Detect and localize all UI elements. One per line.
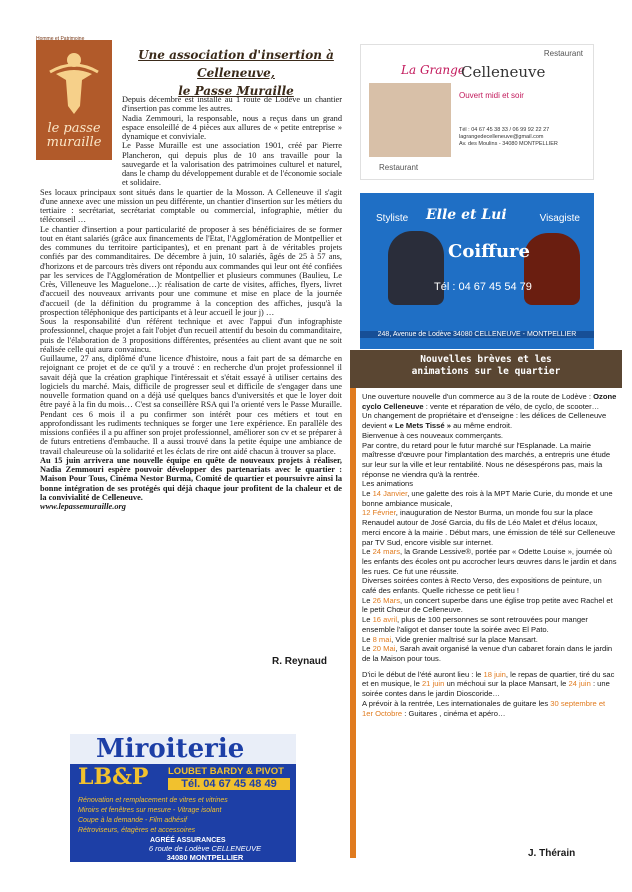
text-segment: Le — [362, 644, 373, 654]
paragraph: Guillaume, 27 ans, diplômé d'une licence d'histoire, nous a fait part de sa démarche en rejoignant ce projet et de ce qu'il y a trouvé : en recherche d'un projet professionnel il savait déjà que la création graphique l'intéressait et s'était essayé à utiliser certains des logiciels du marché. Mais, difficile de progresser seul et difficile de s'engager dans une nouvelle formation quand on a déjà usé quelques bancs d'universités et que le loyer doit être payé à la fin du mois… C'est sa conseillère RSA qui l'a orienté vers le Passe Muraille. Pendant ces 6 mois il a pu confirmer son intérêt pour ces métiers et tout en approfondissant les rudiments techniques se forger une 1ere expérience. En parallèle des missions confiées il a pu affiner son projet professionnel, améliorer son cv et se préparer à de futurs entretiens d'embauche. Il a aussi trouvé dans la petite équipe une ambiance de travail chaleureuse où la solidarité et les éclats de rire ont aidé chacun à trouver sa place. — [40, 354, 342, 456]
highlighted-date: 16 avril — [372, 615, 398, 625]
text-segment: Bienvenue à ces nouveaux commerçants. — [362, 430, 503, 440]
bold-text: « Le Mets Tissé » — [388, 421, 451, 431]
news-body — [362, 392, 618, 718]
grange-contact: Tél : 04 67 45 38 33 / 06 99 92 22 27 lagrangedecelleneuve@gmail.com Av. des Moulins - 34080 MONTPELLIER — [459, 127, 558, 147]
highlighted-date: 21 juin — [421, 679, 445, 689]
elle-left-label: Styliste — [376, 213, 409, 224]
news-item — [362, 670, 618, 699]
website-link[interactable]: www.lepassemuraille.org — [40, 502, 126, 511]
text-segment: , inauguration de Nestor Burma, un monde fou sur la place Renaudel autour de José Garcia, du fils de Léo Malet et d'élus locaux, merci encore à la mairie . Début mars, une émission de télé sur Celleneuve par TV Sud, encore visible sur internet. — [362, 508, 616, 547]
grange-photo — [369, 83, 451, 157]
miro-brand: LB&P — [78, 764, 149, 790]
paragraph: Le Passe Muraille est une association 1901, créé par Pierre Plancheron, qui depuis plus de 10 ans travaille pour la sauvegarde et la valorisation des patrimoines culturel et naturel, dans le champ du développement durable et de l'économie sociale et solidaire. — [122, 141, 342, 188]
news-item — [362, 576, 618, 595]
author-signature-right: J. Thérain — [528, 848, 576, 859]
grange-restaurant-ad — [360, 44, 594, 180]
text-segment: , Vide grenier maîtrisé sur la place Mansart. — [391, 634, 538, 644]
paragraph: Nadia Zemmouri, la responsable, nous a reçus dans un grand espace ensoleillé de 4 pièces aux allures de « petite entreprise » dynamique et conviviale. — [122, 113, 342, 141]
text-segment: au même endroit. — [450, 421, 513, 431]
news-item — [362, 644, 618, 663]
news-item — [362, 392, 618, 411]
news-item — [362, 547, 618, 576]
grange-brand-script: La Grange — [401, 63, 465, 77]
highlighted-date: 14 Janvier — [372, 489, 408, 499]
grange-restaurant-label: Restaurant — [543, 49, 583, 58]
elle-photo-right — [524, 233, 580, 305]
text-segment: A prévoir à la rentrée, Les internationales de guitare les — [362, 698, 551, 708]
text-segment: Le — [362, 595, 373, 605]
miro-services: Rénovation et remplacement de vitres et vitrines Miroirs et fenêtres sur mesure - Vitrage isolant Coupe à la demande - Film adhésif Rétroviseurs, étagères et accessoires — [78, 797, 228, 834]
logo-name: le passe muraille — [46, 121, 102, 150]
text-segment: Le — [362, 615, 373, 625]
news-item — [362, 411, 618, 430]
miro-title: Miroiterie — [96, 734, 245, 764]
text-segment: Par contre, du retard pour le futur marché sur l'Esplanade. La mairie maîtresse d'œuvre pour l'implantation des marchés, a entrepris une étude sur leur sur la ville et leur rentabilité. Nous ne désespérons pas, mais la réponse ne viendra qu'à la rentrée. — [362, 440, 611, 479]
text-segment: un méchoui sur la place Mansart, le — [444, 679, 569, 689]
text-segment: , Sarah avait organisé la venue d'un cabaret forain dans le jardin de la Maison pour tous. — [362, 644, 613, 663]
paragraph: Au 15 juin arrivera une nouvelle équipe en quête de nouveaux projets à réaliser, Nadia Zemmouri espère pouvoir développer des partenariats avec le quartier : Maison Pour Tous, Cinéma Nestor Burma, Comité de quartier et poursuivre ainsi la bonne intégration de ses protégés qui déjà chaque jour profitent de la chaleur et de la convivialité de Celleneuve. — [40, 455, 342, 502]
news-item — [362, 441, 618, 480]
news-item — [362, 489, 618, 508]
elle-title: Elle et Lui — [426, 207, 507, 223]
text-segment: Le — [362, 547, 373, 557]
article-body — [40, 95, 342, 511]
elle-photo-left — [388, 231, 444, 305]
grange-bottom-label: Restaurant — [379, 163, 419, 172]
paragraph: Sous la responsabilité d'un référent technique et avec l'appui d'un infographiste professionnel, chaque projet a fait l'objet d'un recueil attentif du besoin du commanditaire, puis de l'élaboration de 3 propositions différentes, présentées au client avant que ne soit réalisée celle qui aura convaincu. — [40, 317, 342, 354]
highlighted-date: 24 mars — [372, 547, 400, 557]
highlighted-date: 26 Mars — [372, 595, 400, 605]
text-segment: : vente et réparation de vélo, de cyclo, de scooter… — [423, 401, 600, 411]
news-item — [362, 635, 618, 645]
miro-owners: LOUBET BARDY & PIVOT — [168, 766, 284, 777]
grange-hours: Ouvert midi et soir — [459, 91, 524, 100]
highlighted-date: 20 Mai — [372, 644, 396, 654]
text-segment: : Guitares , cinéma et apéro… — [402, 708, 506, 718]
miro-address: 6 route de Lodève CELLENEUVE 34080 MONTPELLIER — [148, 844, 262, 862]
text-segment: , un concert superbe dans une église trop petite avec Rachel et le petit Chœur de Celleneuve. — [362, 595, 613, 615]
miro-agree: AGRÉÉ ASSURANCES — [150, 837, 226, 844]
news-item — [362, 615, 618, 634]
text-segment: Diverses soirées contes à Recto Verso, des expositions de peinture, un café des enfants. Quelle richesse ce petit lieu ! — [362, 576, 602, 596]
grange-brand: Celleneuve — [461, 63, 546, 81]
text-segment: D'ici le début de l'été auront lieu : le — [362, 669, 484, 679]
text-segment: , la Grande Lessive®, portée par « Odette Louise », journée où les enfants des écoles ont pu accrocher leurs œuvres dans le jardin et dans les rues. Ce fut une réussite. — [362, 547, 617, 576]
news-item — [362, 431, 618, 441]
text-segment: , le repas de quartier, tiré du sac et en musique, le — [362, 669, 615, 689]
highlighted-date: 30 septembre et 1er Octobre — [362, 698, 606, 718]
text-segment: Les animations — [362, 479, 414, 489]
elle-coiffure: Coiffure — [448, 241, 530, 262]
text-segment: : une soirée contes dans le jardin Dioscoride… — [362, 679, 610, 699]
elle-phone: Tél : 04 67 45 54 79 — [434, 281, 532, 293]
bold-text: Ozone cyclo Celleneuve — [362, 392, 617, 411]
elle-right-label: Visagiste — [539, 213, 580, 224]
news-section-header: Nouvelles brèves et les animations sur le quartier — [350, 350, 622, 388]
highlighted-date: 24 juin — [568, 679, 591, 689]
text-segment: , une galette des rois à la MPT Marie Curie, du monde et une bonne ambiance musicale, — [362, 489, 613, 508]
miroiterie-ad — [70, 734, 296, 862]
highlighted-date: 12 Février — [362, 508, 396, 518]
news-item — [362, 479, 618, 489]
elle-et-lui-ad — [360, 193, 594, 349]
paragraph: Depuis décembre est installé au 1 route de Lodève un chantier d'insertion pas comme les autres. — [122, 95, 342, 114]
text-segment: Un changement de propriétaire et d'enseigne : les délices de Celleneuve devient — [362, 411, 607, 431]
miro-phone: Tél. 04 67 45 48 49 — [168, 778, 290, 790]
text-segment: Le — [362, 634, 373, 644]
headline-line-2: le Passe Muraille — [178, 84, 294, 98]
elle-address: 248, Avenue de Lodève 34080 CELLENEUVE - MONTPELLIER — [360, 331, 594, 338]
text-segment: , plus de 100 personnes se sont retrouvées pour manger ensemble l'aligot et danser toute la soirée avec El Pato. — [362, 615, 588, 634]
author-signature: R. Reynaud — [272, 656, 328, 667]
news-item — [362, 596, 618, 615]
highlighted-date: 18 juin — [483, 669, 506, 679]
article-headline — [118, 46, 354, 100]
news-item — [362, 699, 618, 718]
headline-line-1: Une association d'insertion à Celleneuve, — [138, 48, 334, 80]
text-segment: Une ouverture nouvelle d'un commerce au 3 de la route de Lodève : — [362, 392, 594, 401]
logo-tagline: Homme et Patrimoine — [36, 36, 85, 42]
paragraph: Le chantier d'insertion a pour particularité de proposer à ses bénéficiaires de se former tout en étant salariés (grâce aux financements de l'Etat, l'Agglomération de Montpellier et des communes du territoire participantes), et en prenant part à de véritables projets confiés par des commanditaires. De décembre à juin, 10 salariés, âgés de 25 à 57 ans, d'horizons et de parcours très divers ont répondu aux commandes qui leur ont été confiées par les services de l'Agglomération de Montpellier et plusieurs communes (Baulieu, Le Crès, Villeneuve les Maguelone…): réalisation de carte de visites, affiches, flyers, livret d'accueil des nouveaux arrivants pour une commune et mise en place de la journée d'accueil (de la définition du programme à la conception des affiches, jusqu'à la prospection téléphonique des participants et à leur accueil le jour j) … — [40, 224, 342, 317]
news-item — [362, 508, 618, 547]
paragraph: Ses locaux principaux sont situés dans le quartier de la Mosson. A Celleneuve il s'agit d'une annexe avec une mission un peu différente, un chantier d'insertion sur les métiers du tertiaire : secrétariat, secrétariat comptable ou commercial, infographie, métier du téléconseil … — [40, 187, 342, 225]
text-segment: Le — [362, 489, 373, 499]
highlighted-date: 8 mai — [372, 634, 392, 644]
